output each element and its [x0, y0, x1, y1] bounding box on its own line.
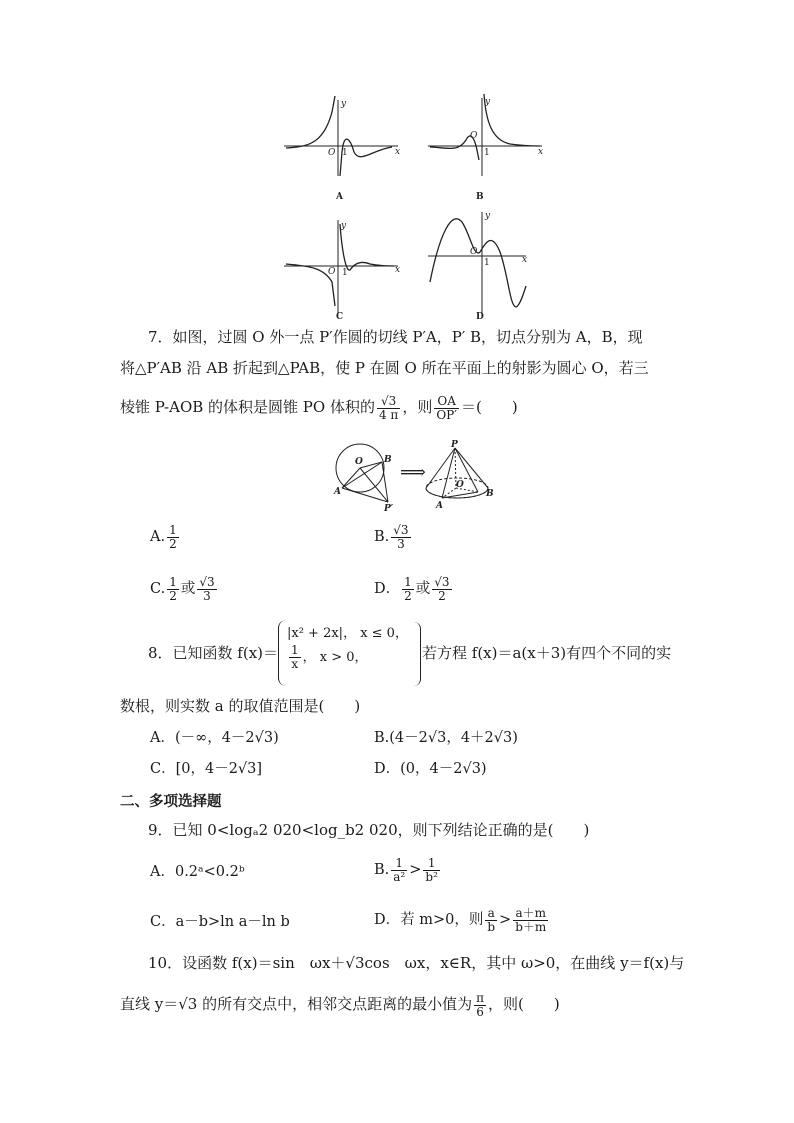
- q8-pre: 8．已知函数 f(x)＝: [148, 644, 279, 662]
- q7-line-2: 将△P′AB 沿 AB 折起到△PAB，使 P 在圆 O 所在平面上的射影为圆心 O，若三: [120, 359, 649, 377]
- q7-fig-label-p: P: [451, 440, 458, 450]
- q9-option-b: B. $\frac{1}{\text{a²}}$ > $\frac{1}{\text{b²}}$: [374, 855, 438, 884]
- q10-line-1: 10．设函数 f(x)＝sin ωx＋√3cos ωx，x∈R，其中 ω>0，在曲线 y＝f(x)与: [148, 954, 685, 972]
- q7-fig-label-b: B: [384, 455, 392, 465]
- graph-d: [428, 212, 526, 314]
- q8-option-b: B.(4－2√3，4＋2√3): [374, 730, 518, 746]
- q7-fig-label-b-cone: B: [486, 489, 494, 499]
- q7-frac-ratio: $\frac{OA}{OP'}$: [436, 393, 457, 422]
- section-title-multi-choice: 二、多项选择题: [120, 794, 222, 810]
- graph-c-x-label: x: [395, 265, 401, 275]
- q7-frac-volume: $\frac{√3}{4 \pi}$: [378, 393, 399, 422]
- q7-fold-arrow: ⟹: [400, 462, 426, 483]
- q7-fig-label-p-prime: P′: [384, 504, 394, 514]
- q9-line-1: 9．已知 0<logₐ2 020<log_b2 020，则下列结论正确的是( ): [148, 821, 590, 839]
- q8-piecewise: [278, 620, 421, 686]
- q8-option-d: D．(0，4－2√3): [374, 761, 487, 777]
- q7-option-b: B. $\frac{√3}{3}$: [374, 522, 409, 551]
- graph-a-tick-1: 1: [342, 148, 348, 158]
- graph-d-origin: O: [470, 247, 478, 257]
- q7-fig-label-a: A: [334, 487, 341, 497]
- graph-d-x-label: x: [522, 255, 528, 265]
- graph-c-tick-1: 1: [342, 268, 348, 278]
- graph-b-caption: B: [476, 192, 484, 202]
- q9-option-d: D．若 m>0，则 $\frac{a}{b}$ > $\frac{a+m}{b+m}$: [374, 905, 547, 934]
- graph-b-tick-1: 1: [484, 148, 490, 158]
- q7-option-c: C. $\frac{1}{2}$ 或 $\frac{√3}{3}$: [150, 574, 215, 603]
- function-graphs: [280, 92, 550, 324]
- graph-a-y-label: y: [341, 99, 347, 109]
- q7-fig-label-o: O: [355, 457, 363, 467]
- graph-c: [284, 220, 401, 314]
- graph-d-tick-1: 1: [484, 258, 490, 268]
- graph-b-origin: O: [470, 131, 478, 141]
- q8-case-2: $\frac{1}{x}$ ， x > 0，: [291, 643, 368, 671]
- graph-c-caption: C: [336, 312, 344, 322]
- graph-a-origin: O: [328, 148, 336, 158]
- q7-fig-label-o-cone: O: [456, 480, 464, 490]
- q7-line-3-post: ＝( ): [460, 398, 518, 416]
- q10-line-2: 直线 y＝√3 的所有交点中，相邻交点距离的最小值为 $\frac{\pi}{6}$ ，则( ): [120, 990, 560, 1019]
- q7-fig-label-a-cone: A: [436, 501, 443, 511]
- graph-c-origin: O: [328, 267, 336, 277]
- q7-option-a: A. $\frac{1}{2}$: [150, 522, 177, 551]
- q7-line-1: 7．如图，过圆 O 外一点 P′作圆的切线 P′A，P′ B，切点分别为 A，B，现: [148, 328, 643, 346]
- graph-c-y-label: y: [341, 221, 347, 231]
- q8-brace-right: [414, 622, 421, 686]
- q9-option-c: C．a－b>ln a－ln b: [150, 914, 290, 930]
- graph-d-y-label: y: [485, 211, 491, 221]
- q8-option-c: C．[0，4－2√3]: [150, 761, 263, 777]
- q8-line-2: 数根，则实数 a 的取值范围是( ): [120, 697, 361, 715]
- graph-d-caption: D: [476, 312, 484, 322]
- q7-option-d: D． $\frac{1}{2}$ 或 $\frac{√3}{2}$: [374, 574, 450, 603]
- q7-line-3-mid: ，则: [402, 398, 433, 416]
- q7-figure: [320, 438, 500, 514]
- q8-option-a: A．(－∞，4－2√3): [150, 730, 279, 746]
- q7-line-3: [120, 390, 518, 424]
- q7-line-3-pre: 棱锥 P-AOB 的体积是圆锥 PO 体积的: [120, 398, 375, 416]
- graph-a-caption: A: [336, 192, 343, 202]
- q9-option-a: A．0.2ᵃ<0.2ᵇ: [150, 864, 245, 880]
- q8-case-1: |x² + 2x|， x ≤ 0，: [287, 626, 408, 641]
- graph-b-x-label: x: [538, 147, 544, 157]
- graph-a-x-label: x: [395, 147, 401, 157]
- graph-b-y-label: y: [485, 97, 491, 107]
- q8-post: 若方程 f(x)＝a(x＋3)有四个不同的实: [422, 644, 672, 662]
